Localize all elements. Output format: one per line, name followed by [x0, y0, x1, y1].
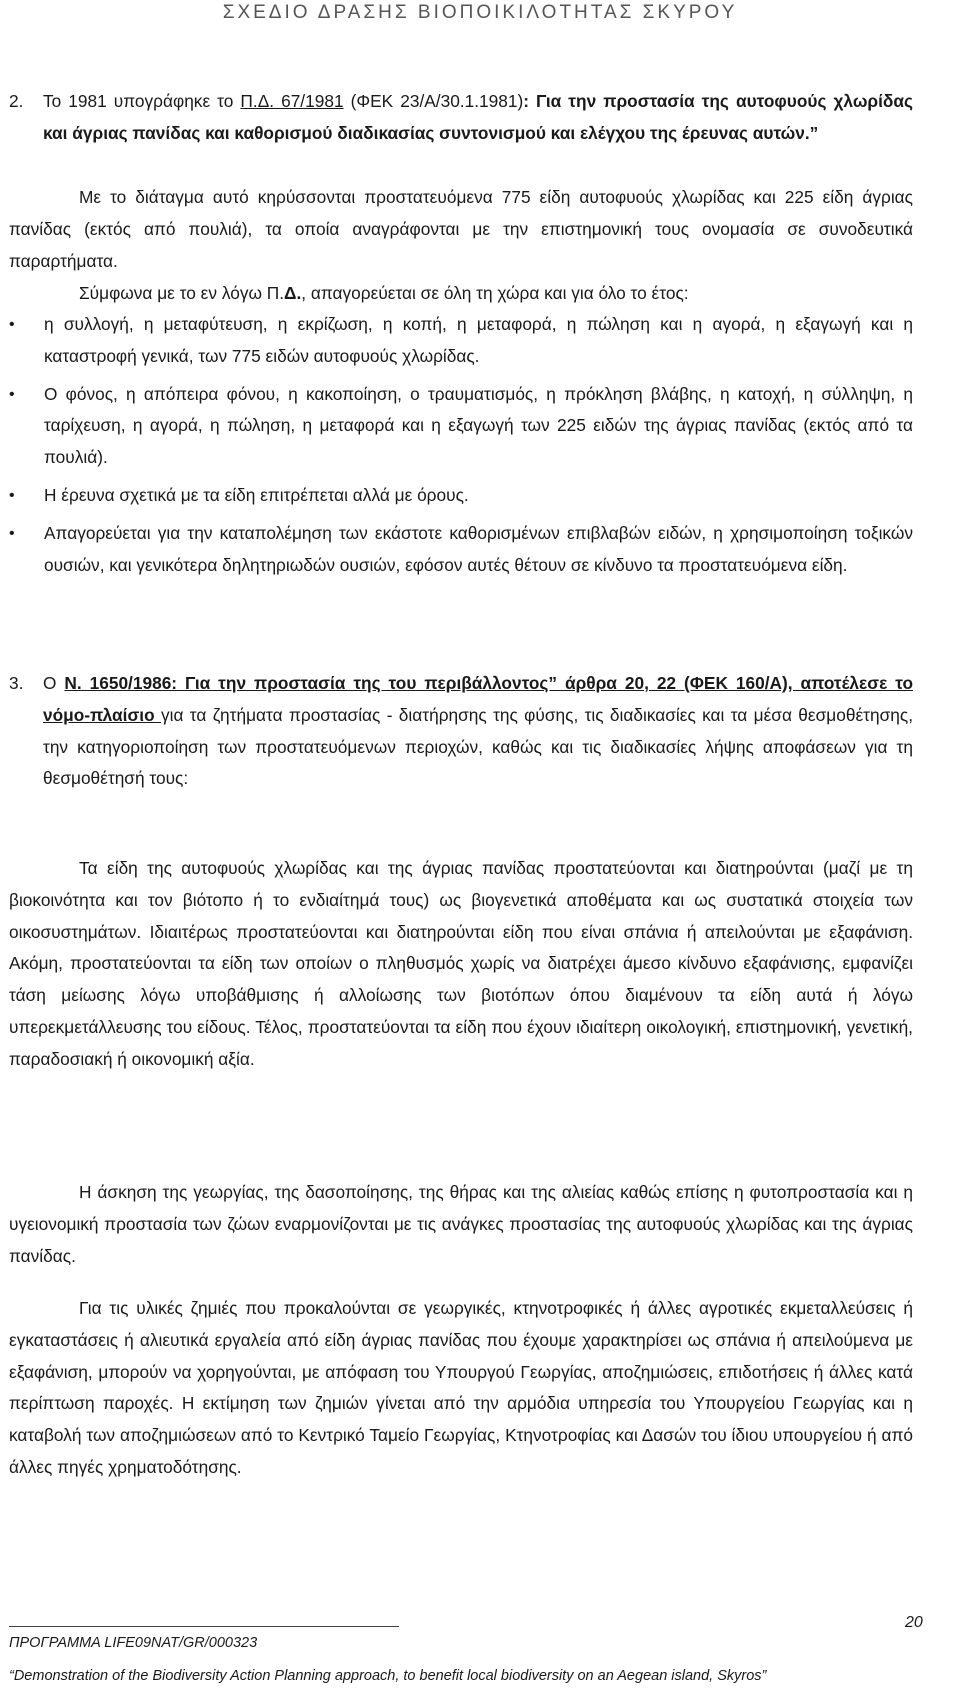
- running-header: ΣΧΕΔΙΟ ΔΡΑΣΗΣ ΒΙΟΠΟΙΚΙΛΟΤΗΤΑΣ ΣΚΥΡΟΥ: [222, 2, 738, 23]
- bullet-icon: •: [9, 385, 15, 403]
- list-item: • Απαγορεύεται για την καταπολέμηση των εκάστοτε καθορισμένων επιβλαβών ειδών, η χρησιμοποίηση τοξικών ουσιών, και γενικότερα δηλητηριωδών ουσιών, εφόσον αυτές θέτουν σε κίνδυνο τα προστατευόμενα είδη.: [9, 518, 913, 582]
- body-paragraph: Για τις υλικές ζημιές που προκαλούνται σε γεωργικές, κτηνοτροφικές ή άλλες αγροτικές εκμεταλλεύσεις ή εγκαταστάσεις ή αλιευτικά εργαλεία από είδη άγριας πανίδας που έχουμε χαρακτηρίσει ως σπάνια ή απειλούμενα με εξαφάνιση, μπορούν να χορηγούνται, με απόφαση του Υπουργού Γεωργίας, αποζημιώσεις, επιδοτήσεις ή άλλες κατά περίπτωση παροχές. Η εκτίμηση των ζημιών γίνεται από την αρμόδια υπηρεσία του Υπουργείου Γεωργίας και η καταβολή των αποζημιώσεων από το Κεντρικό Ταμείο Γεωργίας, Κτηνοτροφίας και Δασών του ίδιου υπουργείου ή από άλλες πηγές χρηματοδότησης.: [9, 1298, 913, 1477]
- decree-title: : Για την προστασία της αυτοφυούς χλωρίδας και άγριας πανίδας και καθορισμού διαδικασίας συντονισμού και ελέγχου της έρευνας αυτών.”: [43, 91, 913, 143]
- section-3-heading: [9, 668, 913, 795]
- footer-demonstration: “Demonstration of the Biodiversity Action Planning approach, to benefit local biodiversity on an Aegean island, Skyros”: [9, 1668, 767, 1684]
- section-2-heading: [9, 86, 913, 150]
- bullet-icon: •: [9, 316, 15, 333]
- section-2-number: 2.: [9, 91, 24, 111]
- section-2-paragraph-2: [9, 278, 913, 310]
- section-3-lead: Ο: [43, 673, 65, 693]
- body-paragraph: Τα είδη της αυτοφυούς χλωρίδας και της άγριας πανίδας προστατεύονται και διατηρούνται (μαζί με τη βιοκοινότητα και τον βιότοπο ή το ενδιαίτημά τους) ως βιογενετικά αποθέματα και ως συστατικά στοιχεία των οικοσυστημάτων. Ιδιαιτέρως προστατεύονται και διατηρούνται είδη που είναι σπάνια ή απειλούνται με εξαφάνιση. Ακόμη, προστατεύονται τα είδη των οποίων ο πληθυσμός χωρίς να διατρέχει άμεσο κίνδυνο εξαφάνισης, εμφανίζει τάση μείωσης λόγω υποβάθμισης ή αλλοίωσης των βιοτόπων όπου διαμένουν τα είδη αυτά ή λόγω υπερεκμετάλλευσης του είδους. Τέλος, προστατεύονται τα είδη που έχουν ιδιαίτερη οικολογική, επιστημονική, γενετική, παραδοσιακή ή οικονομική αξία.: [9, 858, 913, 1069]
- section-3-number: 3.: [9, 673, 24, 693]
- footer-divider: [9, 1626, 399, 1627]
- section-2-intro: Το 1981 υπογράφηκε το: [43, 91, 241, 111]
- para2-bold: Δ.: [284, 283, 302, 303]
- fek-reference: (ΦΕΚ 23/Α/30.1.1981): [343, 91, 524, 111]
- law-title: 1650/1986: Για την προστασία της του περιβάλλοντος” άρθρα 20, 22 (ΦΕΚ 160/Α), αποτέλεσε το νόμο-πλαίσιο: [43, 673, 913, 725]
- list-item: • Ο φόνος, η απόπειρα φόνου, η κακοποίηση, ο τραυματισμός, η πρόκληση βλάβης, η κατοχή, η σύλληψη, η ταρίχευση, η αγορά, η πώληση, η μεταφορά και η εξαγωγή των 225 ειδών της άγριας πανίδας (εκτός από τα πουλιά).: [9, 379, 913, 474]
- list-item: • Η έρευνα σχετικά με τα είδη επιτρέπεται αλλά με όρους.: [9, 480, 913, 512]
- body-paragraph: Η άσκηση της γεωργίας, της δασοποίησης, της θήρας και της αλιείας καθώς επίσης η φυτοπροστασία και η υγειονομική προστασία των ζώων εναρμονίζονται με τις ανάγκες προστασίας της αυτοφυούς χλωρίδας και της άγριας πανίδας.: [9, 1182, 913, 1266]
- section-2-paragraph-1: Με το διάταγμα αυτό κηρύσσονται προστατευόμενα 775 είδη αυτοφυούς χλωρίδας και 225 είδη άγριας πανίδας (εκτός από πουλιά), τα οποία αναγράφονται με την επιστημονική τους ονομασία σε συνοδευτικά παραρτήματα.: [9, 187, 913, 271]
- decree-reference: Π.Δ. 67/1981: [240, 91, 344, 111]
- page-number: 20: [905, 1614, 923, 1631]
- list-item: • η συλλογή, η μεταφύτευση, η εκρίζωση, η κοπή, η μεταφορά, η πώληση και η αγορά, η εξαγωγή και η καταστροφή γενικά, των 775 ειδών αυτοφυούς χλωρίδας.: [9, 309, 913, 373]
- prohibition-list: [9, 309, 913, 587]
- para2-rest: , απαγορεύεται σε όλη τη χώρα και για όλο το έτος:: [301, 283, 689, 303]
- footer-program: ΠΡΟΓΡΑΜΜΑ LIFE09NAT/GR/000323: [9, 1635, 258, 1651]
- bullet-icon: •: [9, 486, 15, 504]
- para2-start: Σύμφωνα με το εν λόγω Π.: [79, 283, 285, 303]
- bullet-icon: •: [9, 524, 15, 542]
- section-3-rest: για τα ζητήματα προστασίας - διατήρησης της φύσης, τις διαδικασίες και τα μέσα θεσμοθέτησης, την κατηγοριοποίηση των προστατευόμενων περιοχών, καθώς και τις διαδικασίες λήψης αποφάσεων για τη θεσμοθέτησή τους:: [43, 704, 914, 789]
- law-reference: Ν.: [64, 673, 82, 693]
